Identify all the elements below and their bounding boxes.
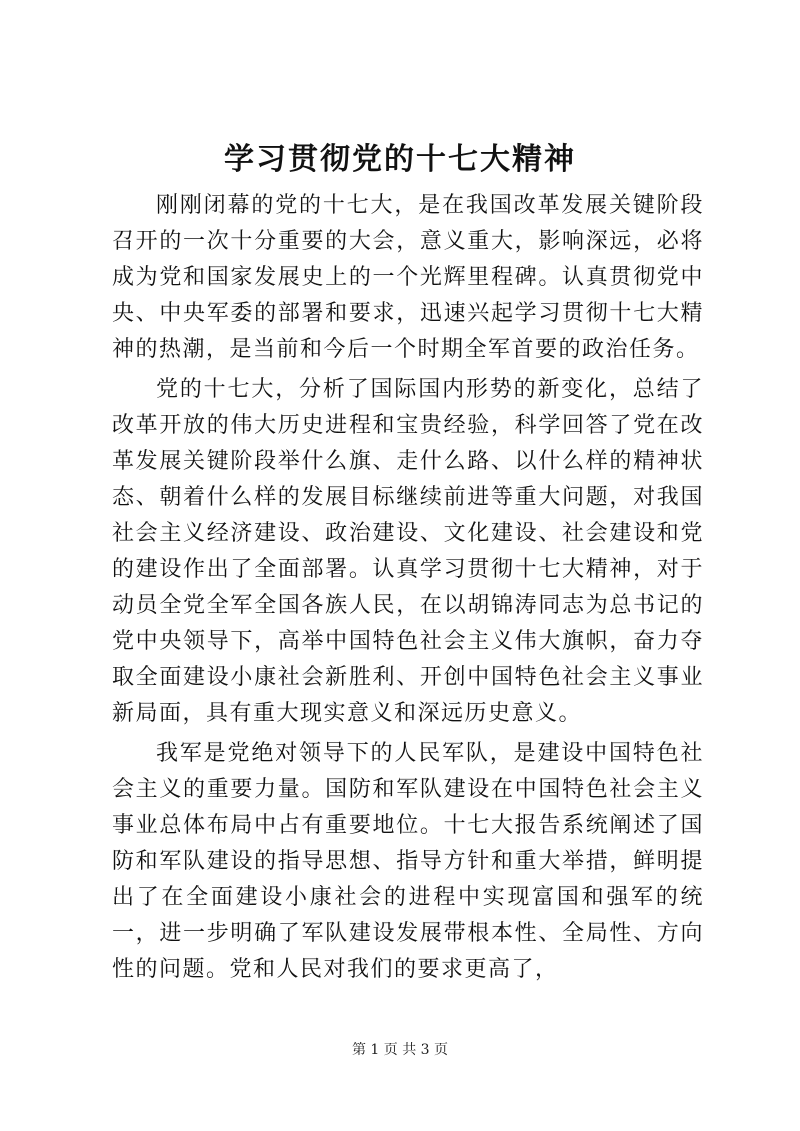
- paragraph-3: 我军是党绝对领导下的人民军队，是建设中国特色社会主义的重要力量。国防和军队建设在中国特色社会主义事业总体布局中占有重要地位。十七大报告系统阐述了国防和军队建设的指导思想、指导方针和重大举措，鲜明提出了在全面建设小康社会的进程中实现富国和强军的统一，进一步明确了军队建设发展带根本性、全局性、方向性的问题。党和人民对我们的要求更高了，: [112, 741, 704, 982]
- document-title: 学习贯彻党的十七大精神: [224, 142, 576, 177]
- document-body: [112, 188, 704, 992]
- page-number-footer: 第 1 页 共 3 页: [351, 1042, 449, 1058]
- paragraph-1: 刚刚闭幕的党的十七大，是在我国改革发展关键阶段召开的一次十分重要的大会，意义重大，影响深远，必将成为党和国家发展史上的一个光辉里程碑。认真贯彻党中央、中央军委的部署和要求，迅速兴起学习贯彻十七大精神的热潮，是当前和今后一个时期全军首要的政治任务。: [112, 193, 704, 362]
- paragraph-2: 党的十七大，分析了国际国内形势的新变化，总结了改革开放的伟大历史进程和宝贵经验，科学回答了党在改革发展关键阶段举什么旗、走什么路、以什么样的精神状态、朝着什么样的发展目标继续前进等重大问题，对我国社会主义经济建设、政治建设、文化建设、社会建设和党的建设作出了全面部署。认真学习贯彻十七大精神，对于动员全党全军全国各族人民，在以胡锦涛同志为总书记的党中央领导下，高举中国特色社会主义伟大旗帜，奋力夺取全面建设小康社会新胜利、开创中国特色社会主义事业新局面，具有重大现实意义和深远历史意义。: [112, 377, 704, 726]
